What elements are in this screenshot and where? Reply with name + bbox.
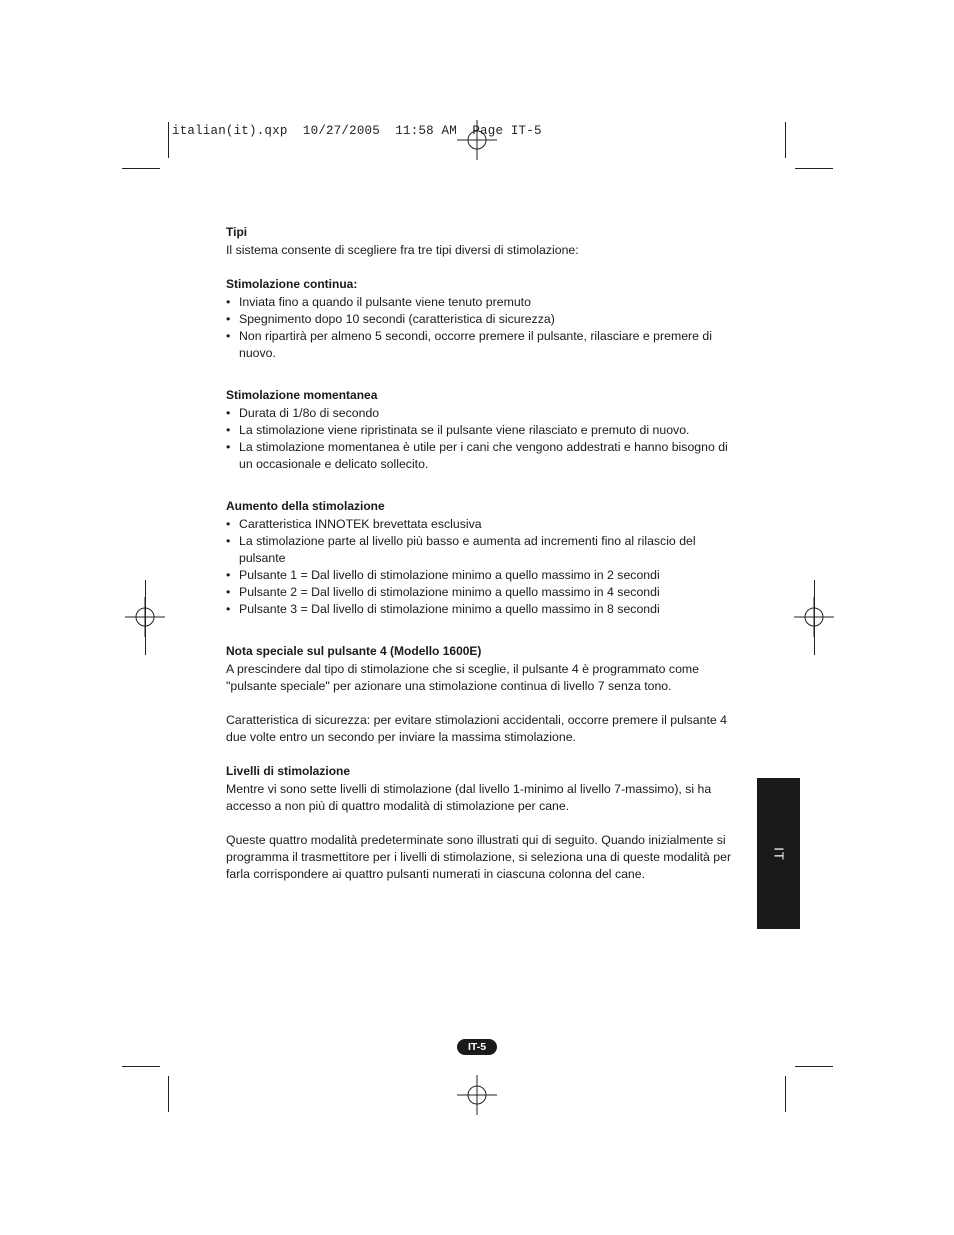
crop-mark — [122, 168, 160, 169]
bullet-list — [226, 405, 742, 473]
paragraph: Mentre vi sono sette livelli di stimolazione (dal livello 1-minimo al livello 7-massimo), si ha accesso a non più di quattro modalità di stimolazione per cane. — [226, 782, 712, 813]
crop-mark — [145, 580, 146, 655]
list-item: • Pulsante 1 = Dal livello di stimolazione minimo a quello massimo in 2 secondi — [226, 567, 742, 584]
list-item: • Caratteristica INNOTEK brevettata esclusiva — [226, 516, 742, 533]
crop-mark — [122, 1066, 160, 1067]
paragraph: Caratteristica di sicurezza: per evitare stimolazioni accidentali, occorre premere il pulsante 4 due volte entro un secondo per inviare la massima stimolazione. — [226, 713, 727, 744]
file-slug-header: italian(it).qxp 10/27/2005 11:58 AM Page IT-5 — [172, 124, 542, 138]
crop-mark — [168, 122, 169, 158]
list-item: • Pulsante 2 = Dal livello di stimolazione minimo a quello massimo in 4 secondi — [226, 584, 742, 601]
paragraph: Queste quattro modalità predeterminate sono illustrati qui di seguito. Quando inizialmente si programma il trasmettitore per i livelli di stimolazione, si seleziona una di queste modalità per farla corrispondere ai quattro pulsanti numerati in ciascuna colonna del cane. — [226, 833, 732, 881]
bullet-list — [226, 294, 742, 362]
section-nota-speciale — [226, 643, 742, 746]
section-heading: Tipi — [226, 225, 248, 239]
list-item: • La stimolazione viene ripristinata se il pulsante viene rilasciato e premuto di nuovo. — [226, 422, 742, 439]
registration-mark-icon — [457, 120, 497, 160]
list-item: • Spegnimento dopo 10 secondi (caratteristica di sicurezza) — [226, 311, 742, 328]
list-item: • Inviata fino a quando il pulsante viene tenuto premuto — [226, 294, 742, 311]
list-item: • Non ripartirà per almeno 5 secondi, occorre premere il pulsante, rilasciare e premere di nuovo. — [226, 328, 742, 362]
crop-mark — [785, 122, 786, 158]
paragraph: Il sistema consente di scegliere fra tre tipi diversi di stimolazione: — [226, 243, 579, 257]
list-item: • Pulsante 3 = Dal livello di stimolazione minimo a quello massimo in 8 secondi — [226, 601, 742, 618]
crop-mark — [785, 1076, 786, 1112]
paragraph: A prescindere dal tipo di stimolazione che si sceglie, il pulsante 4 è programmato come "pulsante speciale" per azionare una stimolazione continua di livello 7 senza tono. — [226, 662, 699, 693]
section-livelli-stimolazione — [226, 763, 742, 883]
section-stimolazione-momentanea — [226, 387, 742, 473]
crop-mark — [795, 1066, 833, 1067]
section-stimolazione-continua — [226, 276, 742, 362]
list-item: • La stimolazione momentanea è utile per i cani che vengono addestrati e hanno bisogno di un occasionale e delicato sollecito. — [226, 439, 742, 473]
language-tab — [757, 778, 800, 929]
section-tipi — [226, 224, 742, 259]
section-heading: Stimolazione momentanea — [226, 388, 378, 402]
crop-mark — [795, 168, 833, 169]
section-heading: Aumento della stimolazione — [226, 499, 385, 513]
section-heading: Nota speciale sul pulsante 4 (Modello 1600E) — [226, 644, 482, 658]
crop-mark — [168, 1076, 169, 1112]
list-item: • Durata di 1/8o di secondo — [226, 405, 742, 422]
bullet-list — [226, 516, 742, 618]
section-aumento-stimolazione — [226, 498, 742, 618]
registration-mark-icon — [457, 1075, 497, 1115]
language-tab-label: IT — [771, 846, 786, 861]
page-body — [226, 224, 742, 900]
section-heading: Livelli di stimolazione — [226, 764, 351, 778]
crop-mark — [814, 580, 815, 655]
section-heading: Stimolazione continua: — [226, 277, 358, 291]
page-number-badge: IT-5 — [457, 1039, 497, 1055]
list-item: • La stimolazione parte al livello più basso e aumenta ad incrementi fino al rilascio del pulsante — [226, 533, 742, 567]
